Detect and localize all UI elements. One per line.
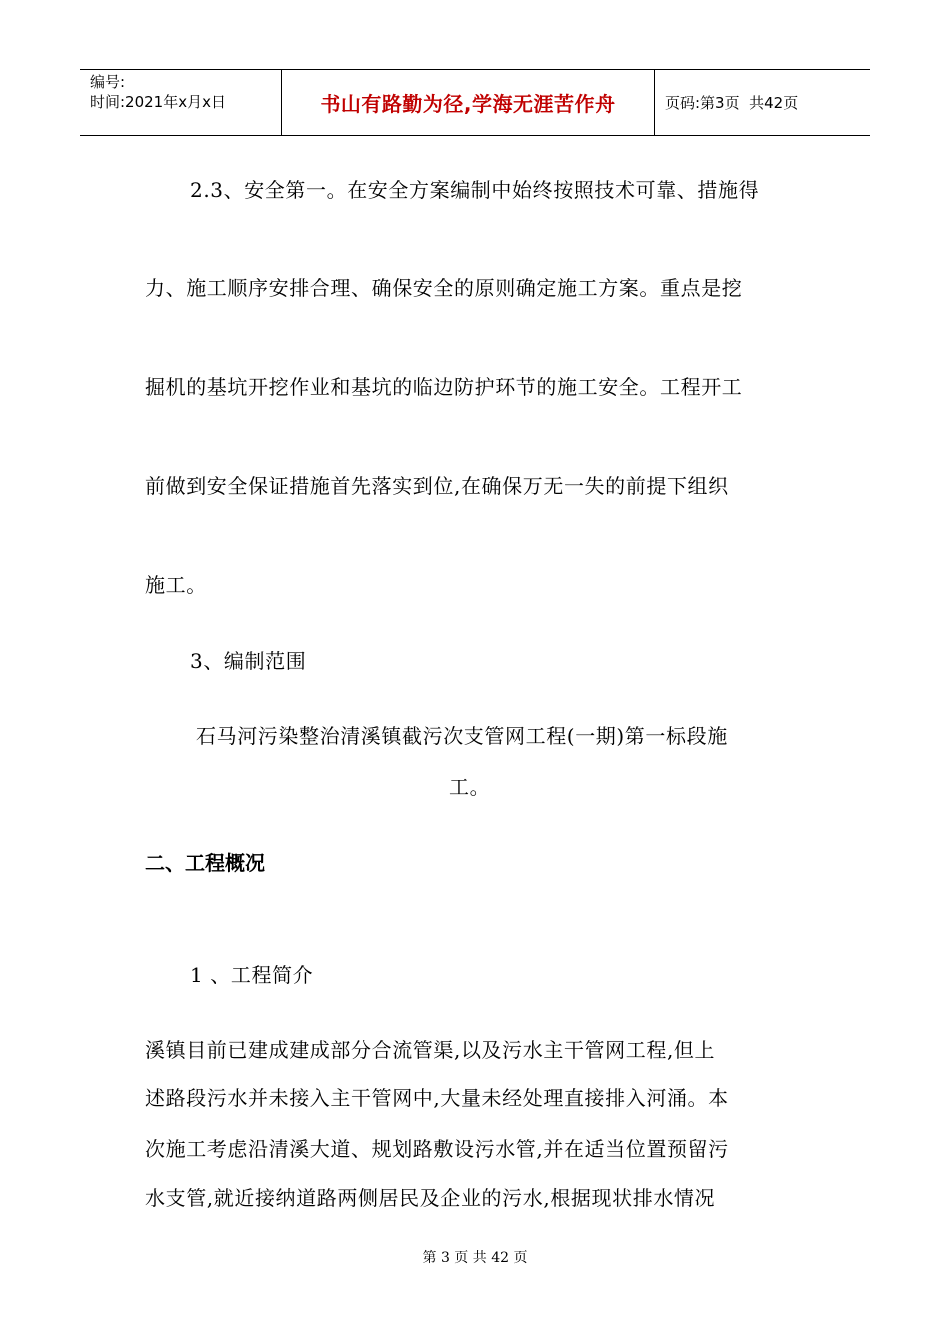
paragraph-line: 2.3、安全第一。在安全方案编制中始终按照技术可靠、措施得 xyxy=(190,178,760,202)
header-meta xyxy=(90,72,226,112)
header-motto-cell xyxy=(282,69,654,136)
paragraph-line: 前做到安全保证措施首先落实到位,在确保万无一失的前提下组织 xyxy=(145,474,729,498)
paragraph-line: 施工。 xyxy=(145,573,207,597)
number-label: 编号: xyxy=(90,73,126,91)
paragraph-line: 石马河污染整治清溪镇截污次支管网工程(一期)第一标段施 xyxy=(196,724,728,748)
paragraph-line: 次施工考虑沿清溪大道、规划路敷设污水管,并在适当位置预留污 xyxy=(145,1137,729,1161)
time-label: 时间:2021年x月x日 xyxy=(90,93,226,111)
page-footer: 第 3 页 共 42 页 xyxy=(422,1250,528,1266)
paragraph-line: 述路段污水并未接入主干管网中,大量未经处理直接排入河涌。本 xyxy=(145,1086,729,1110)
paragraph-line: 掘机的基坑开挖作业和基坑的临边防护环节的施工安全。工程开工 xyxy=(145,375,743,399)
subsection-heading: 1 、工程简介 xyxy=(190,963,314,987)
paragraph-line: 工。 xyxy=(449,775,491,799)
motto-text: 书山有路勤为径,学海无涯苦作舟 xyxy=(320,92,616,116)
paragraph-line: 力、施工顺序安排合理、确保安全的原则确定施工方案。重点是挖 xyxy=(145,276,743,300)
section-title: 二、工程概况 xyxy=(145,851,265,875)
paragraph-line: 水支管,就近接纳道路两侧居民及企业的污水,根据现状排水情况 xyxy=(145,1186,716,1210)
section-heading: 3、编制范围 xyxy=(190,649,307,673)
header-divider xyxy=(654,69,655,136)
paragraph-line: 溪镇目前已建成建成部分合流管渠,以及污水主干管网工程,但上 xyxy=(145,1038,716,1062)
header-page-label: 页码:第3页 共42页 xyxy=(665,94,799,112)
page-header xyxy=(80,69,870,136)
